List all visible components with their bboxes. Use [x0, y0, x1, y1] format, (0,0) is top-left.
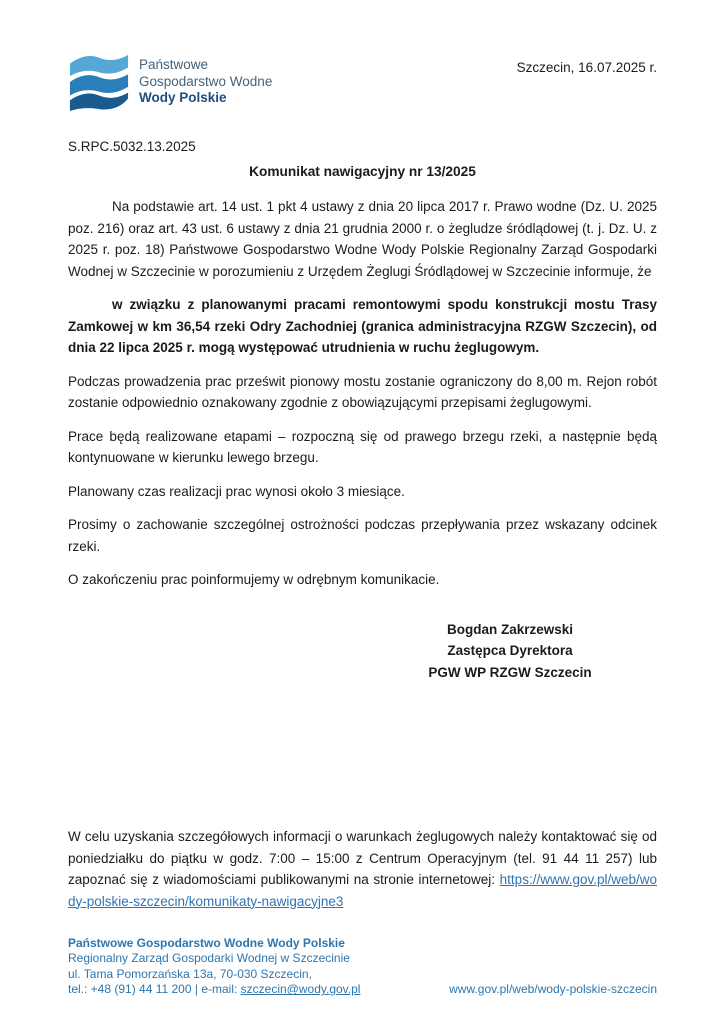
- letter-date: Szczecin, 16.07.2025 r.: [516, 60, 657, 75]
- footer-address-block: [68, 936, 360, 998]
- logo-wordmark: [139, 57, 272, 107]
- reference-number: S.RPC.5032.13.2025: [68, 139, 196, 154]
- navigation-announcements-link[interactable]: https://www.gov.pl/web/wody-polskie-szczecin/komunikaty-nawigacyjne3: [68, 872, 657, 909]
- signatory-name: Bogdan Zakrzewski: [446, 621, 574, 637]
- footer-website-link[interactable]: www.gov.pl/web/wody-polskie-szczecin: [449, 982, 657, 997]
- wody-polskie-logo: [68, 50, 272, 112]
- document-title: Komunikat nawigacyjny nr 13/2025: [249, 164, 476, 179]
- paragraph-legal-basis: Na podstawie art. 14 ust. 1 pkt 4 ustawy z dnia 20 lipca 2017 r. Prawo wodne (Dz. U. 2025 poz. 216) oraz art. 43 ust. 6 ustawy z dnia 21 grudnia 2000 r. o żegludze śródlądowej (t. j. Dz. U. z 2025 r. poz. 18) Państwowe Gospodarstwo Wodne Wody Polskie Regionalny Zarząd Gospodarki Wodnej w Szczecinie w porozumieniu z Urzędem Żeglugi Śródlądowej w Szczecinie informuje, że: [68, 199, 657, 279]
- paragraph-clearance: Podczas prowadzenia prac prześwit pionowy mostu zostanie ograniczony do 8,00 m. Rejon robót zostanie odpowiednio oznakowany zgodnie z obowiązującymi przepisami żeglugowymi.: [68, 373, 657, 410]
- paragraph-caution: Prosimy o zachowanie szczególnej ostrożności podczas przepływania przez wskazany odcinek rzeki.: [68, 517, 657, 554]
- footer-email-link[interactable]: szczecin@wody.gov.pl: [240, 982, 361, 997]
- logo-line-3: Wody Polskie: [139, 90, 227, 105]
- paragraph-completion: O zakończeniu prac poinformujemy w odrębnym komunikacie.: [68, 572, 440, 587]
- paragraph-contact: [68, 826, 657, 912]
- footer-phone: tel.: +48 (91) 44 11 200 | e-mail:: [68, 982, 241, 997]
- footer-org-name: Państwowe Gospodarstwo Wodne Wody Polskie: [68, 936, 345, 950]
- logo-line-1: Państwowe: [139, 57, 209, 72]
- footer-branch: Regionalny Zarząd Gospodarki Wodnej w Szczecinie: [68, 951, 350, 966]
- signature-block: [405, 619, 615, 684]
- water-waves-icon: [68, 50, 130, 112]
- footer-contact-line: [68, 982, 360, 997]
- paragraph-announcement: w związku z planowanymi pracami remontowymi spodu konstrukcji mostu Trasy Zamkowej w km 36,54 rzeki Odry Zachodniej (granica administracyjna RZGW Szczecin), od dnia 22 lipca 2025 r. mogą występować utrudnienia w ruchu żeglugowym.: [68, 297, 657, 355]
- signatory-role: Zastępca Dyrektora: [447, 643, 573, 658]
- paragraph-stages: Prace będą realizowane etapami – rozpoczną się od prawego brzegu rzeki, a następnie będą kontynuowane w kierunku lewego brzegu.: [68, 428, 657, 465]
- signatory-org: PGW WP RZGW Szczecin: [428, 664, 592, 680]
- footer: [68, 936, 657, 998]
- letterhead: [68, 50, 657, 112]
- contact-text: W celu uzyskania szczegółowych informacji o warunkach żeglugowych należy kontaktować się od poniedziałku do piątku w godz. 7:00 – 15:00 z Centrum Operacyjnym (tel. 91 44 11 257) lub zapoznać się z wiadomościami publikowanymi na stronie internetowej:: [68, 829, 657, 887]
- paragraph-duration: Planowany czas realizacji prac wynosi około 3 miesiące.: [68, 483, 405, 499]
- footer-street-address: ul. Tama Pomorzańska 13a, 70-030 Szczecin,: [68, 966, 312, 981]
- logo-line-2: Gospodarstwo Wodne: [139, 73, 273, 89]
